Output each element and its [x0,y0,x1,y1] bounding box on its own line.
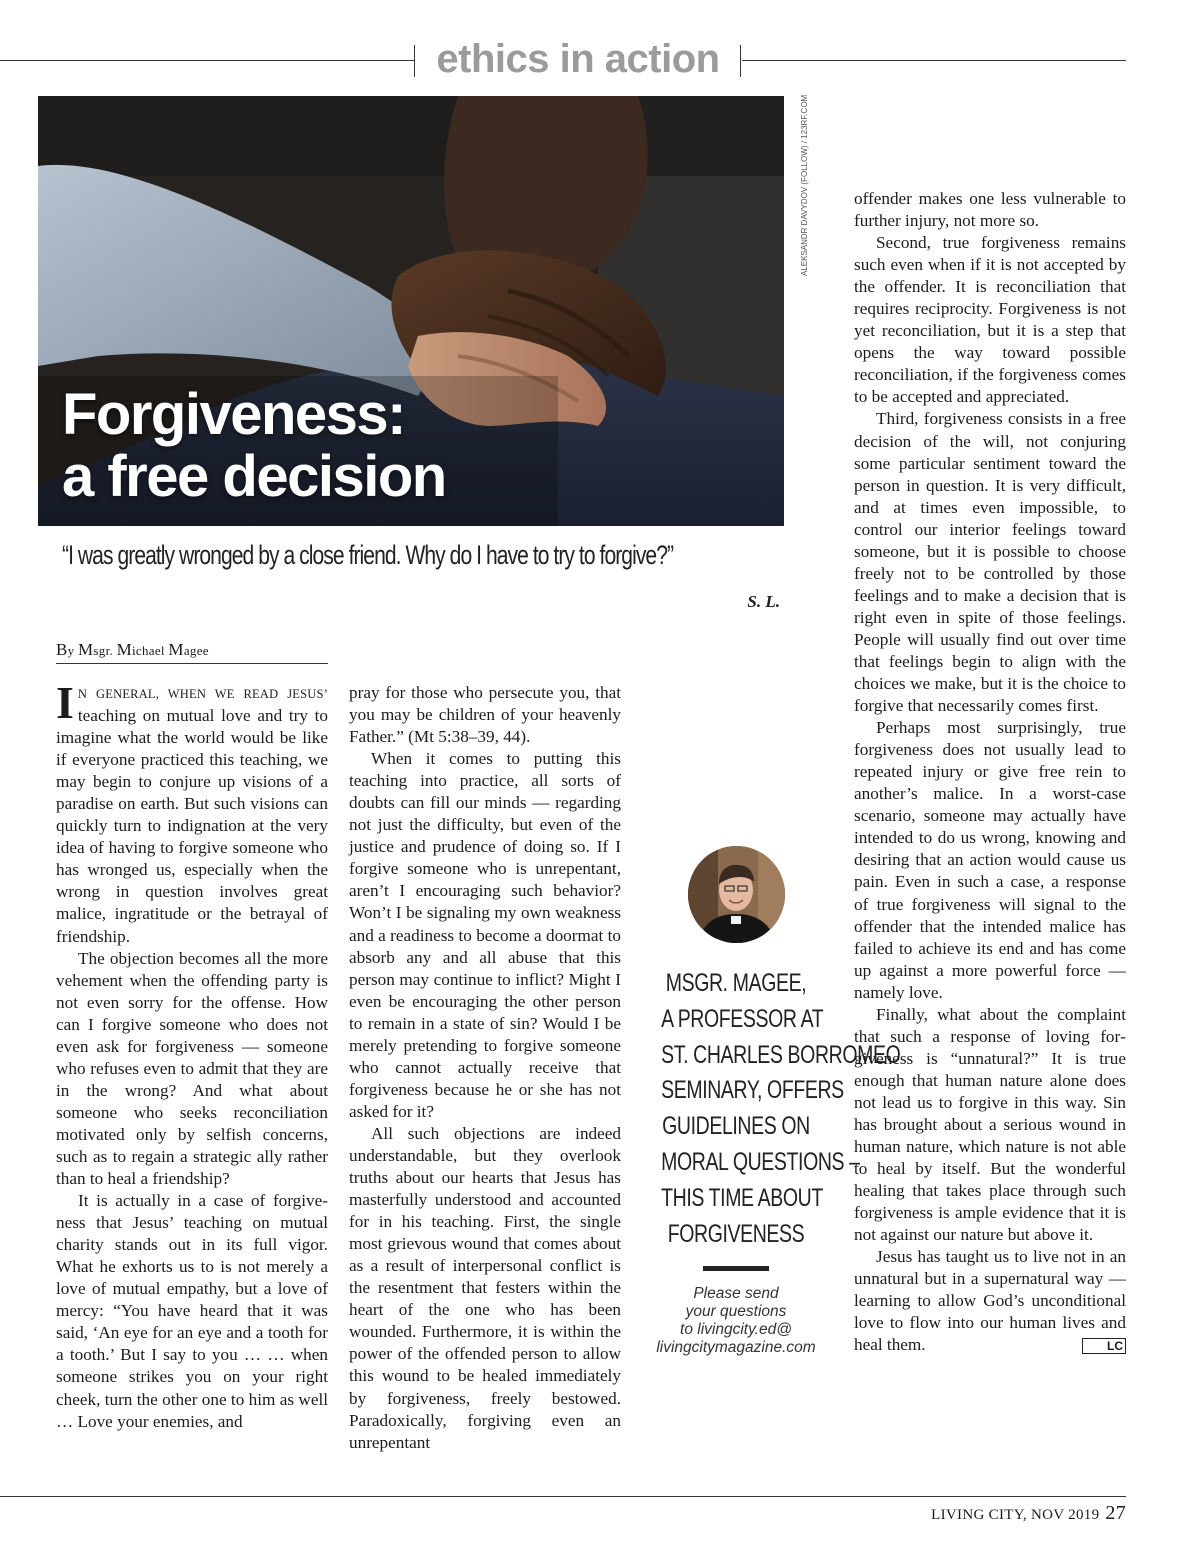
byline-y: y [67,643,78,658]
author-description-line: A PROFESSOR AT [661,1004,824,1033]
header-rule-right [742,60,1126,61]
author-description-line: MORAL QUESTIONS – [661,1147,860,1176]
submit-questions-note [640,1285,832,1357]
reader-initials: S. L. [747,592,780,611]
photo-credit-text: ALEKSANDR DAVYDOV (FOLLOW) / 123RF.COM [800,94,809,276]
article-column-1 [56,677,328,1433]
paragraph: Perhaps most surprisingly, true forgiveness does not usually lead to repeated injury or give free rein to another’s malice. In a worst-case scenario, someone may actually have intended to do us wrong, knowing and desiring that an action would cause us pain. Even in such a case, a response of true forgiveness will signal to the offender that the intended malice has failed to achieve its end and has come up against a more powerful force — namely love. [854,718,1126,1002]
paragraph: Finally, what about the complaint that such a response of loving forgiveness is “unnatural?” It is true enough that human nature alone does not lead us to forgive in this way. Sin has brought about a serious wound in human nature, which nature is not able to heal by itself. But the wonderful healing that takes place through such forgiveness is ample evidence that it is not against our nature but above it. [854,1004,1126,1245]
paragraph: pray for those who persecute you, that you may be children of your heavenly Father.” (Mt 5:38–39, 44). [349,683,621,747]
byline-m1: M [78,640,94,659]
end-mark-logo: LC [1082,1338,1126,1354]
page-number: 27 [1105,1502,1126,1524]
paragraph: When it comes to putting this teaching into practice, all sorts of doubts can fill our minds — regarding not just the difficulty, but even of the justice and prudence of doing so. If I forgive someone who is unrepentant, aren’t I encouraging such behavior? Won’t I be signaling my own weakness and a readiness to become a doormat to absorb any and all abuse that this person may continue to inflict? Might I even be encouraging the other person to remain in a state of sin? Would I be merely pretending to forgive someone who cannot actually receive that forgiveness because he or she has not asked for it? [349,749,621,1121]
author-description [661,966,901,1252]
byline-agee: agee [183,643,209,658]
footer-publication: LIVING CITY, NOV 2019 [931,1507,1100,1523]
footer-rule [0,1496,1126,1497]
paragraph [854,1246,1126,1356]
byline-m3: M [168,640,184,659]
hero-photo [38,96,784,526]
opening-smallcaps: N GENERAL, WHEN WE READ JESUS’ [77,687,328,701]
author-photo [688,846,785,943]
author-description-line: ST. CHARLES BORROMEO [661,1040,901,1069]
header-tick-left [414,45,415,77]
article-column-2 [349,682,621,1454]
note-line-email[interactable]: to livingcity.ed@ [680,1321,792,1338]
byline [56,640,328,664]
note-line: your questions [685,1303,787,1320]
author-description-line: THIS TIME ABOUT [661,1183,823,1212]
headline-line-1: Forgiveness: [62,382,405,447]
paragraph-text: teaching on mutual love and try to imagine what the world would be like if everyone practiced this teaching, we may begin to conjure up visions of a paradise on earth. But such visions can quickly turn to indignation at the very idea of having to forgive someone who has wronged us, especially when the wrong in question involves great malice, ingratitude or the betrayal of friendship. [56,706,328,946]
article-column-3 [854,188,1126,1356]
sidebar-divider [703,1266,769,1271]
drop-cap: I [56,677,74,728]
paragraph: The objection becomes all the more vehement when the offending party is not even sorry for the offense. How can I forgive someone who does not even ask for forgiveness — someone who refuses even to admit that they are in the wrong? And what about someone who seeks reconciliation motivated only by selfish concerns, such as to regain a strategic ally rather than to heal a friendship? [56,948,328,1189]
header-rule-left [0,60,414,61]
page-footer [850,1502,1126,1525]
paragraph: Second, true forgiveness remains such even when if it is not accepted by the offender. It is reconciliation that requires reciprocity. Forgiveness is not yet reconciliation, but it is a step that opens the way toward possible reconciliation, if the forgiveness comes to be accepted and appreciated. [854,233,1126,407]
byline-m2: M [116,640,133,659]
byline-b: B [56,640,68,659]
paragraph: Third, forgiveness consists in a free decision of the will, not conjuring some particular sentiment toward the person in question. It is very difficult, and at times even impossible, to control our interior feelings toward someone, but it is possible to choose freely not to be controlled by those feelings and to make a decision that is right even in spite of those feelings. People will usually find out over time that feelings begin to align with the choices we make, but it is the choice to forgive that necessarily comes first. [854,409,1126,716]
paragraph: It is actually in a case of forgiveness that Jesus’ teaching on mutual charity stands out in its full vigor. What he exhorts us to is not merely a love of mutual empathy, but a love of mercy: “You have heard that it was said, ‘An eye for an eye and a tooth for a tooth.’ But I say to you … … when someone strikes you on your right cheek, turn the other one to him as well … Love your enemies, and [56,1191,328,1431]
reader-question: “I was greatly wronged by a close friend. Why do I have to try to forgive?” [62,540,674,570]
headline [62,384,446,508]
paragraph [56,677,328,948]
header-tick-right [740,45,741,77]
author-description-line: GUIDELINES ON [662,1112,810,1141]
author-description-line: MSGR. MAGEE, [665,969,807,997]
note-line: Please send [693,1285,779,1302]
note-line-email-domain[interactable]: livingcitymagazine.com [656,1339,816,1356]
author-portrait [688,846,785,943]
byline-sgr: sgr. [93,643,117,658]
section-title: ethics in action [436,37,720,81]
paragraph-text: Jesus has taught us to live not in an unnatural but in a supernatural way — learning to allow God’s unconditional love to flow into our human lives and heal them. [854,1247,1126,1355]
author-description-line: FORGIVENESS [667,1219,805,1248]
paragraph: offender makes one less vulnerable to further injury, not more so. [854,189,1126,231]
headline-line-2: a free decision [62,444,446,509]
paragraph: All such objections are indeed understandable, but they overlook truths about our hearts that Jesus has masterfully understood and accounted for in his teaching. First, the single most grievous wound that comes about as a result of interpersonal conflict is the resentment that festers within the heart of the one who has been wounded. Furthermore, it is within the power of the offended person to allow this wound to be healed immediately by forgiveness, freely bestowed. Paradoxically, forgiving even an unrepentant [349,1123,621,1452]
photo-credit [792,94,809,276]
author-description-line: SEMINARY, OFFERS [661,1076,844,1105]
byline-ichael: ichael [132,643,169,658]
